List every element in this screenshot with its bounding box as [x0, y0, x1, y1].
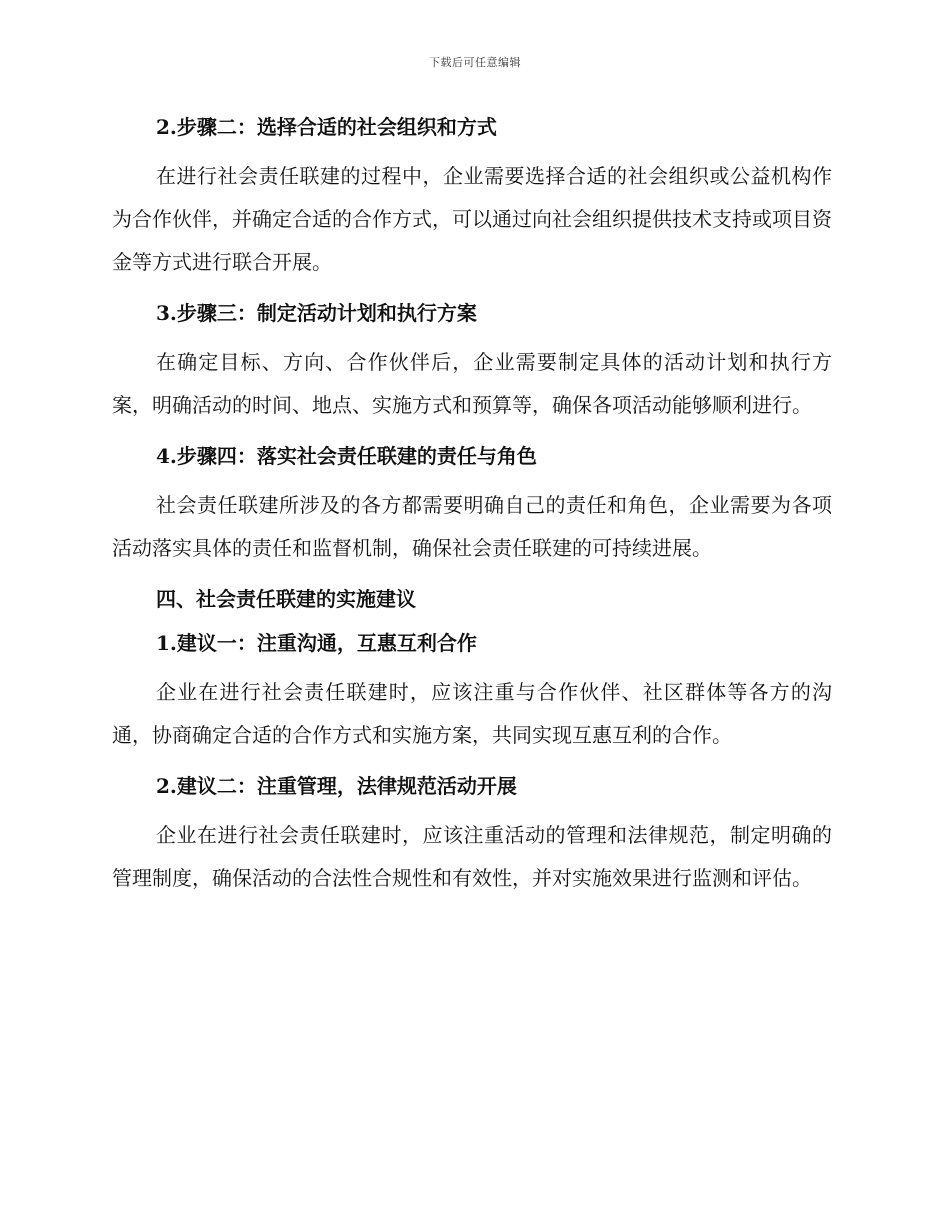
- section-heading-suggestion-2: 2.建议二：注重管理，法律规范活动开展: [156, 774, 517, 798]
- section-paragraph-step-3: 在确定目标、方向、合作伙伴后，企业需要制定具体的活动计划和执行方案，明确活动的时间、地点、实施方式和预算等，确保各项活动能够顺利进行。: [112, 350, 832, 417]
- section-heading-suggestion-1: 1.建议一：注重沟通，互惠互利合作: [156, 631, 477, 655]
- section-heading-step-3: 3.步骤三：制定活动计划和执行方案: [156, 301, 477, 325]
- section-heading-step-4: 4.步骤四：落实社会责任联建的责任与角色: [156, 444, 537, 468]
- section-paragraph-step-4: 社会责任联建所涉及的各方都需要明确自己的责任和角色，企业需要为各项活动落实具体的责任和监督机制，确保社会责任联建的可持续进展。: [112, 493, 832, 560]
- section-paragraph-suggestion-2: 企业在进行社会责任联建时，应该注重活动的管理和法律规范，制定明确的管理制度，确保活动的合法性合规性和有效性，并对实施效果进行监测和评估。: [112, 823, 832, 890]
- chapter-heading-suggestions: 四、社会责任联建的实施建议: [156, 587, 416, 611]
- page-header-note: 下载后可任意编辑: [429, 56, 521, 69]
- section-paragraph-suggestion-1: 企业在进行社会责任联建时，应该注重与合作伙伴、社区群体等各方的沟通，协商确定合适的合作方式和实施方案，共同实现互惠互利的合作。: [112, 680, 832, 747]
- document-body: [112, 112, 832, 900]
- section-heading-step-2: 2.步骤二：选择合适的社会组织和方式: [156, 115, 497, 139]
- section-paragraph-step-2: 在进行社会责任联建的过程中，企业需要选择合适的社会组织或公益机构作为合作伙伴，并确定合适的合作方式，可以通过向社会组织提供技术支持或项目资金等方式进行联合开展。: [112, 164, 832, 274]
